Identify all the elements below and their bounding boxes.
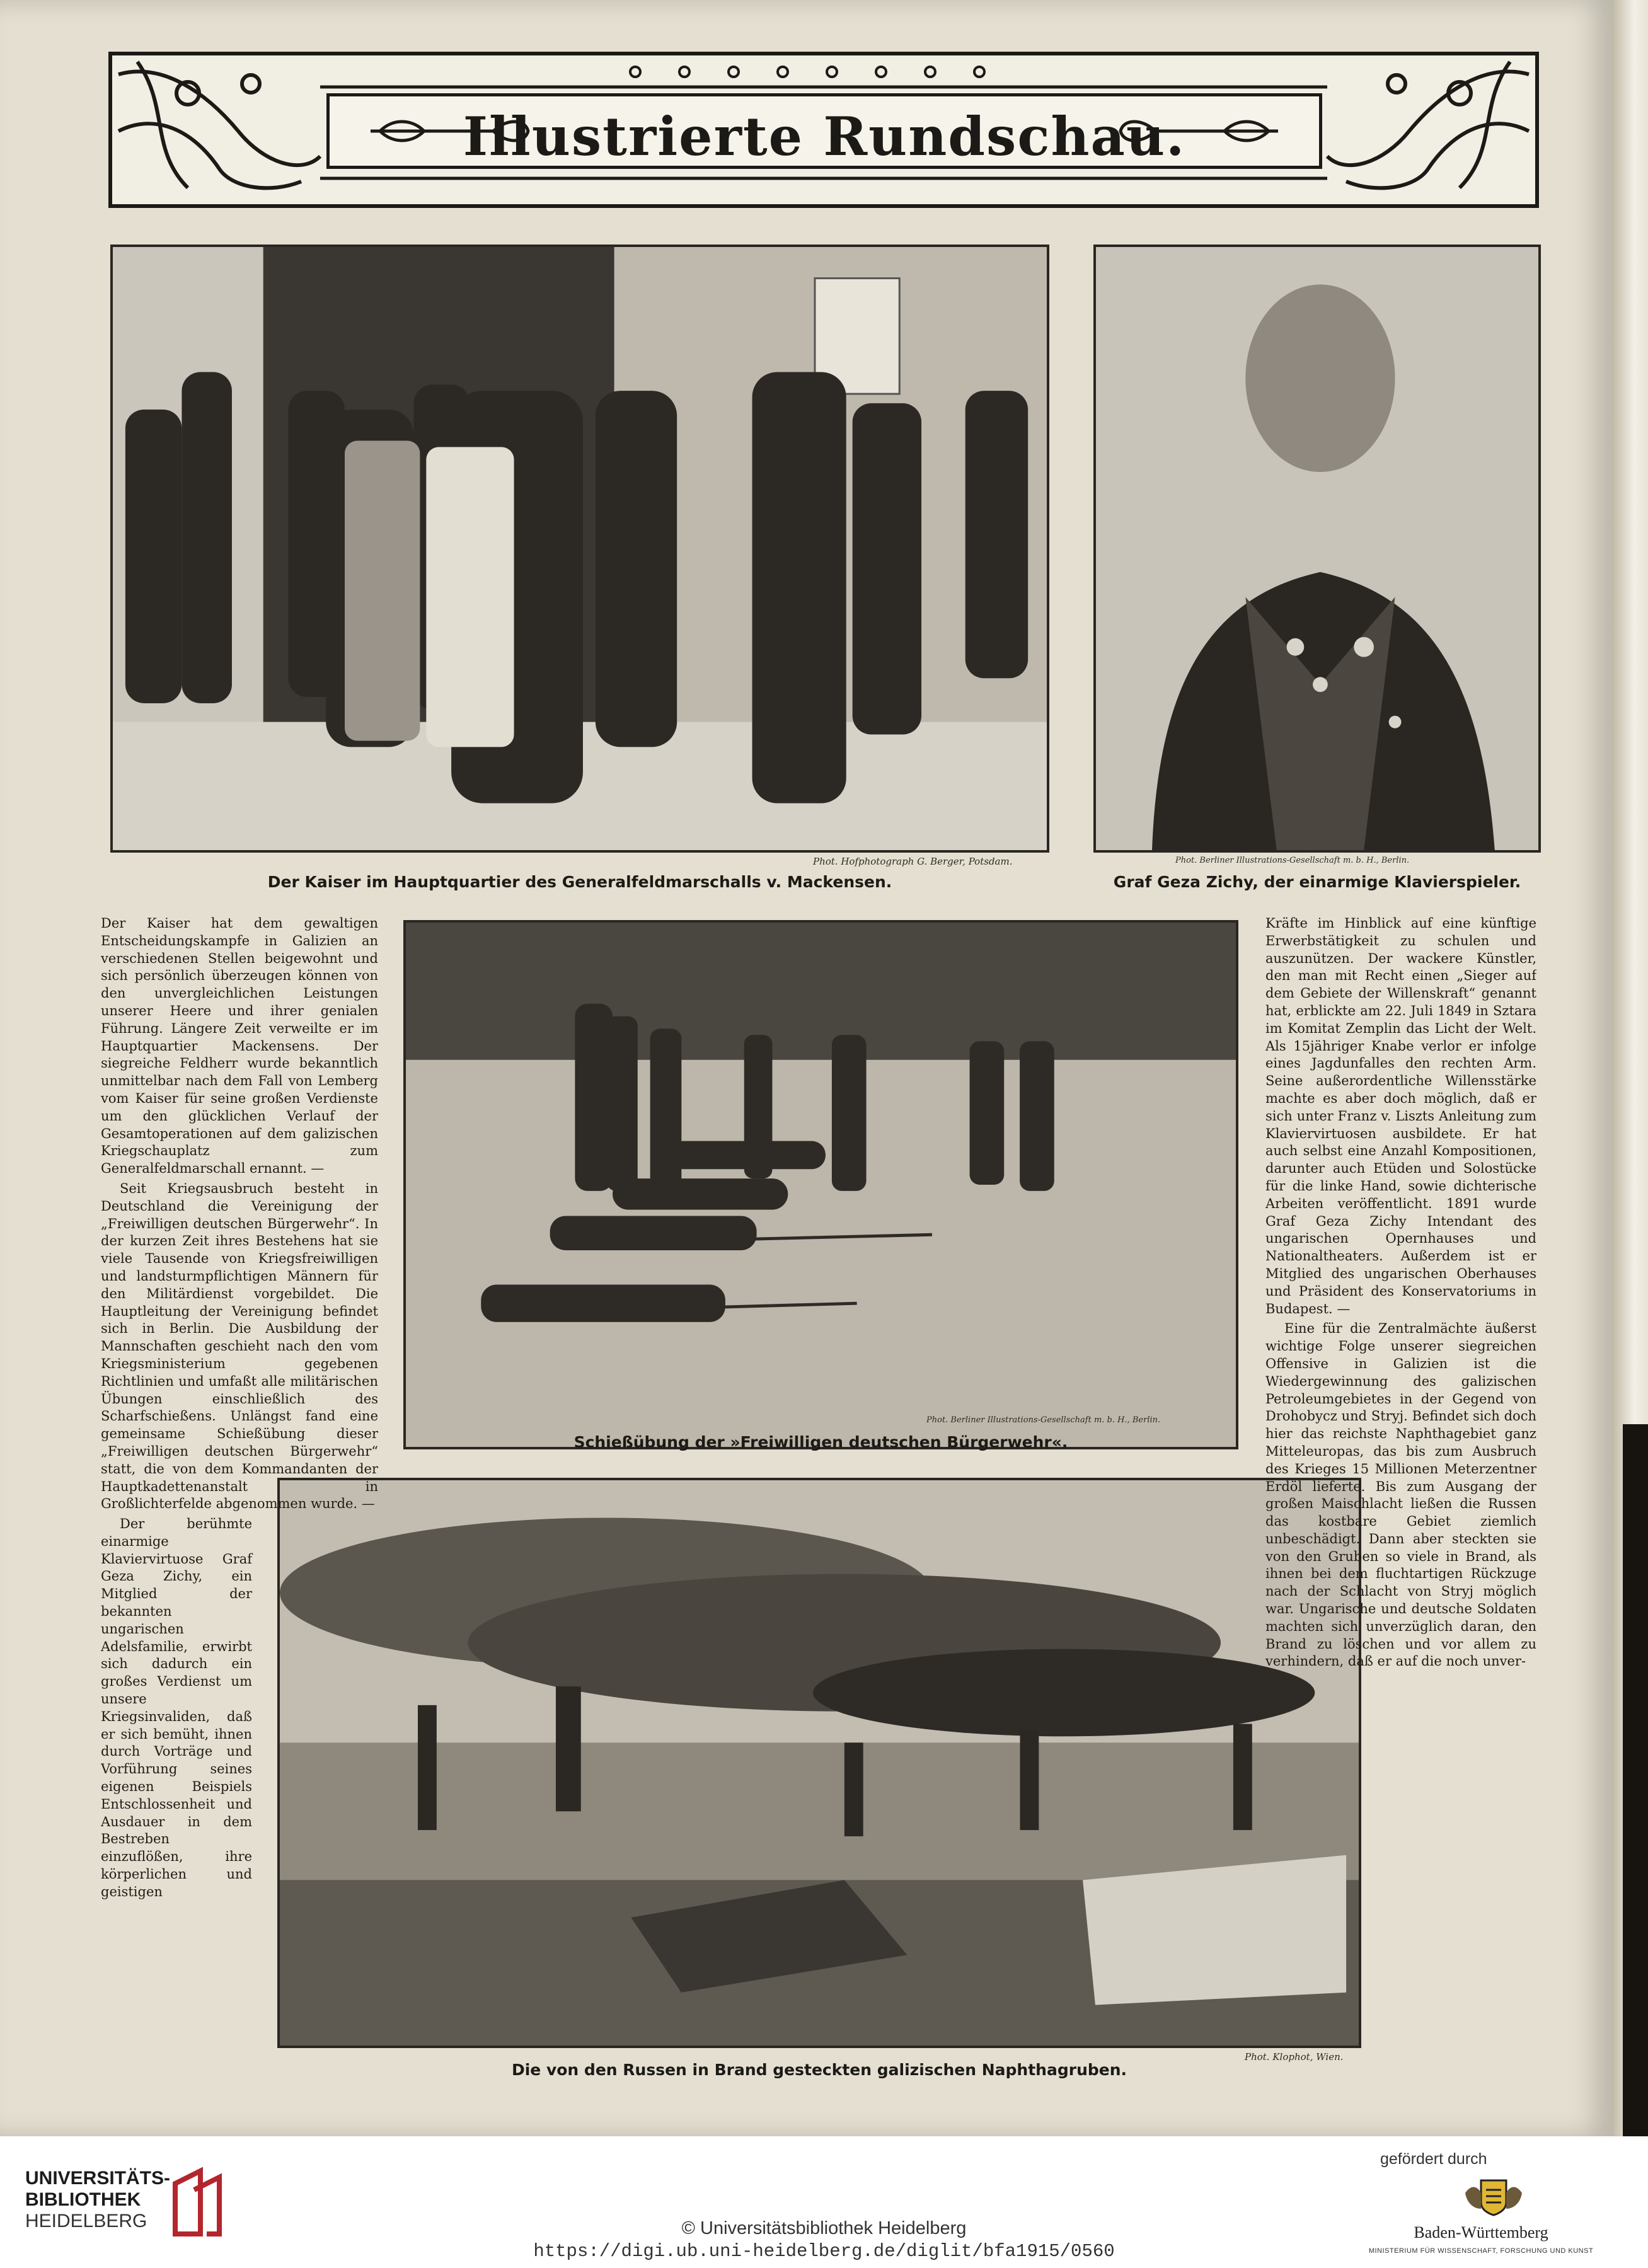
paragraph-kaiser: Der Kaiser hat dem gewaltigen Entscheidungskampfe in Galizien an verschiedenen Stellen beigewohnt und sich persönlich überzeugen können von den unvergleichlichen Leistungen unserer Heere und ihrer genialen Führung. Längere Zeit verweilte er im Hauptquartier Mackensens. Der siegreiche Feldherr wurde bekanntlich unmittelbar nach dem Fall von Lemberg vom Kaiser für seine großen Verdienste um den glücklichen Verlauf der Gesamtoperationen auf dem galizischen Kriegschauplatz zum Generalfeldmarschall ernannt. — (101, 916, 378, 1177)
paragraph-naphtha: Eine für die Zentralmächte äußerst wichtige Folge unserer siegreichen Offensive in Galizien ist die Wiedergewinnung des galizischen Petroleumgebietes in der Gegend von Drohobycz und Stryj. Befindet sich doch hier das reichste Naphthagebiet ganz Mitteleuropas, das bis zum Ausbruch des Krieges 15 Millionen Meterzentner Erdöl lieferte. Bis zum Ausgang der großen Maischlacht ließen die Russen das kostbare Gebiet ziemlich unbeschädigt. Dann aber steckten sie von den Gruben so viele in Brand, als ihnen bei dem fluchtartigen Rückzuge nach der Schlacht von Stryj möglich war. Ungarische und deutsche Soldaten machten sich unverzüglich daran, den Brand zu löschen und vor allem zu verhindern, daß er auf die noch unver- (1265, 1321, 1536, 1669)
permalink-url[interactable]: https://digi.ub.uni-heidelberg.de/diglit/bfa1915/0560 (533, 2241, 1115, 2262)
kaiser-photo-caption: Der Kaiser im Hauptquartier des Generalfeldmarschalls v. Mackensen. (267, 873, 892, 891)
schiessuebung-photo-image (406, 923, 1236, 1447)
masthead-title-box (326, 93, 1322, 169)
baden-wuerttemberg-name: Baden-Württemberg (1414, 2223, 1548, 2242)
photo-naphthagruben (277, 1478, 1361, 2048)
naphthagruben-photo-credit: Phot. Klophot, Wien. (1245, 2051, 1344, 2063)
photo-kaiser (110, 245, 1049, 853)
ub-logo-line3: HEIDELBERG (25, 2211, 147, 2231)
text-column-left (101, 915, 378, 2075)
kaiser-photo-image (113, 247, 1047, 850)
photo-zichy (1093, 245, 1541, 853)
footer (0, 2136, 1648, 2268)
paragraph-zichy-intro: Der berühmte einarmige Klaviervirtuose Graf Geza Zichy, ein Mitglied der bekannten ungarischen Adelsfamilie, erwirbt sich dadurch ein großes Verdienst um unsere Kriegsinvaliden, daß er sich bemüht, ihnen durch Vorträge und Vorführung seines eigenen Beispiels Entschlossenheit und Ausdauer in dem Bestreben einzuflößen, ihre körperlichen und geistigen (101, 1516, 252, 1899)
schiessuebung-photo-caption: Schießübung der »Freiwilligen deutschen Bürgerwehr«. (573, 1433, 1068, 1451)
funding-label: gefördert durch (1380, 2150, 1487, 2168)
schiessuebung-photo-credit: Phot. Berliner Illustrations-Gesellschaft m. b. H., Berlin. (926, 1415, 1161, 1425)
zichy-photo-credit: Phot. Berliner Illustrations-Gesellschaft m. b. H., Berlin. (1175, 856, 1410, 865)
copyright-text: © Universitätsbibliothek Heidelberg (681, 2218, 967, 2238)
masthead-dots (629, 66, 1032, 84)
ub-logo-line1: UNIVERSITÄTS- (25, 2168, 171, 2189)
zichy-photo-caption: Graf Geza Zichy, der einarmige Klavierspieler. (1113, 873, 1521, 891)
photo-schiessuebung (403, 920, 1238, 1449)
paragraph-zichy-life: Kräfte im Hinblick auf eine künftige Erwerbstätigkeit zu schulen und auszunützen. Der wackere Künstler, den man mit Recht einen „Sieger auf dem Gebiete der Willenskraft“ genannt hat, erblickte am 22. Juli 1849 in Sztara im Komitat Zemplin das Licht der Welt. Als 15jähriger Knabe verlor er infolge eines Jagdunfalles den rechten Arm. Seine außerordentliche Willensstärke machte es aber doch möglich, daß er sich unter Franz v. Liszts Anleitung zum Klaviervirtuosen ausbildete. Er hat auch selbst eine Anzahl Kompositionen, darunter auch Etüden und Solostücke für die linke Hand, sowie dichterische Arbeiten veröffentlicht. 1891 wurde Graf Geza Zichy Intendant des ungarischen Opernhauses und Nationaltheaters. Außerdem ist er Mitglied des ungarischen Oberhauses und Präsident des Konservatoriums in Budapest. — (1265, 916, 1536, 1316)
kaiser-photo-credit: Phot. Hofphotograph G. Berger, Potsdam. (813, 856, 1013, 867)
zichy-portrait-image (1096, 247, 1538, 850)
masthead (108, 52, 1539, 208)
baden-wuerttemberg-crest-icon (1462, 2174, 1525, 2218)
page-title: Illustrierte Rundschau. (463, 105, 1186, 168)
naphthagruben-photo-image (280, 1480, 1359, 2046)
ministry-name: MINISTERIUM FÜR WISSENSCHAFT, FORSCHUNG UND KUNST (1368, 2247, 1594, 2255)
spine-shadow (1623, 1424, 1648, 2136)
text-column-right (1265, 915, 1536, 2075)
ub-logo-line2: BIBLIOTHEK (25, 2189, 141, 2210)
paragraph-buergerwehr: Seit Kriegsausbruch besteht in Deutschland die Vereinigung der „Freiwilligen deutschen Bürgerwehr“. In der kurzen Zeit ihres Bestehens hat sie viele Tausende von Kriegsfreiwilligen und landsturmpflichtigen Männern für den Militärdienst vorgebildet. Die Hauptleitung der Vereinigung befindet sich in Berlin. Die Ausbildung der Mannschaften geschieht nach den vom Kriegsministerium gegebenen Richtlinien und umfaßt alle militärischen Übungen einschließlich des Scharfschießens. Unlängst fand eine gemeinsame Schießübung dieser „Freiwilligen deutschen Bürgerwehr“ statt, die von dem Kommandanten der Hauptkadettenanstalt in Großlichterfelde abgenommen wurde. — (101, 1180, 378, 1512)
naphthagruben-photo-caption: Die von den Russen in Brand gesteckten galizischen Naphthagruben. (511, 2061, 1127, 2079)
